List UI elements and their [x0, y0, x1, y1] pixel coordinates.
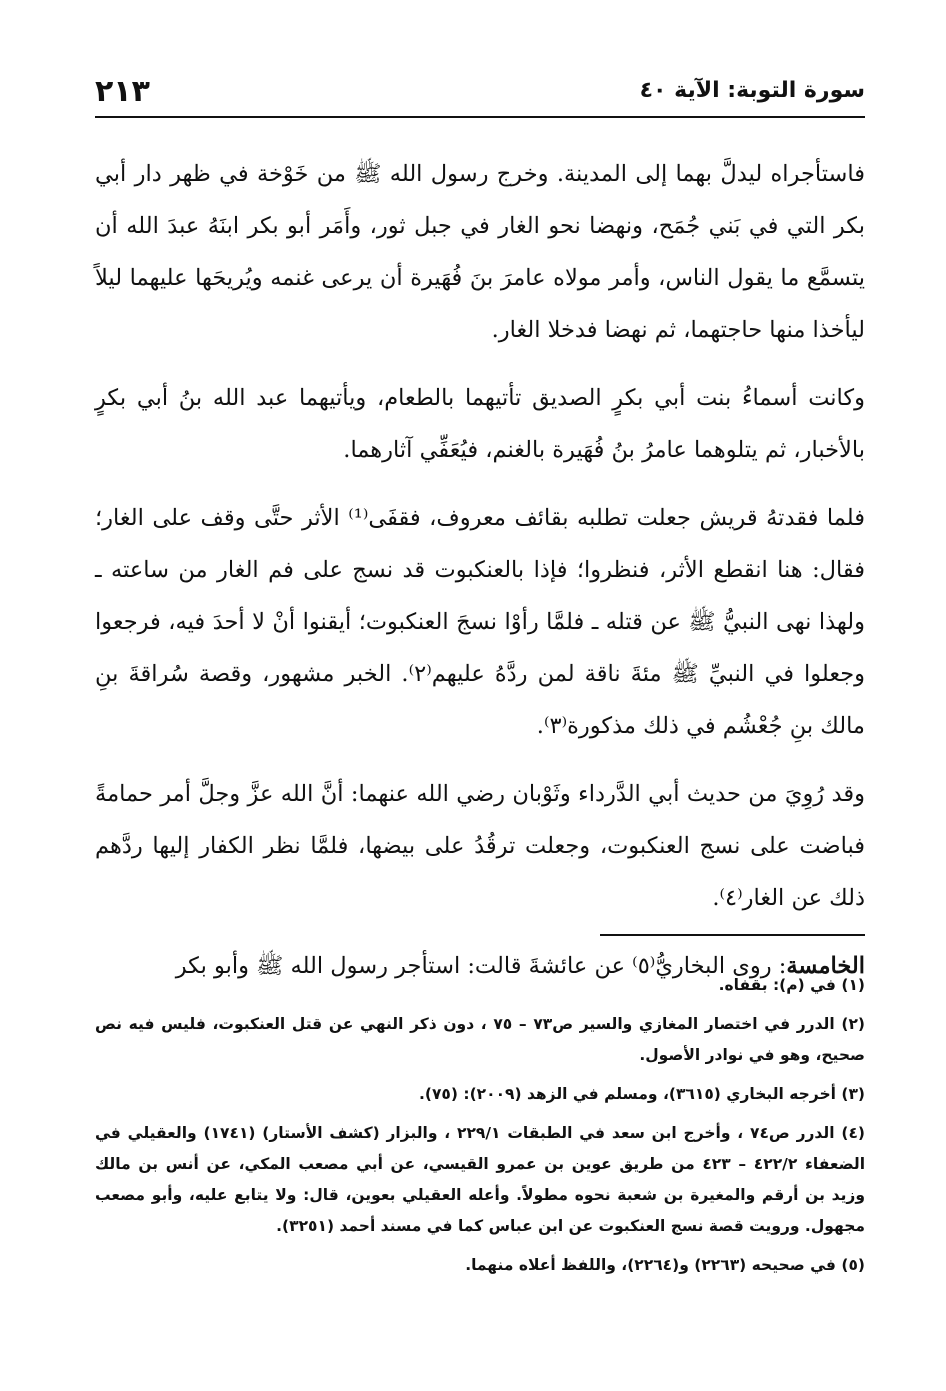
footnote-2: [95, 1009, 865, 1071]
footnote-divider: [600, 934, 865, 936]
footnote-number: (٢): [841, 1015, 865, 1033]
footnote-4: [95, 1118, 865, 1242]
main-text: [95, 148, 865, 1008]
surah-title: سورة التوبة: الآية ٤٠: [639, 78, 865, 103]
footnote-text: الدرر في اختصار المغازي والسير ص٧٣ – ٧٥ ، دون ذكر النهي عن قتل العنكبوت، فليس فيه نص صحيح، وهو في نوادر الأصول.: [95, 1015, 865, 1064]
footnote-number: (٥): [841, 1256, 865, 1274]
footnote-text: الدرر ص٧٤ ، وأخرج ابن سعد في الطبقات ٢٢٩/١ ، والبزار (كشف الأستار) (١٧٤١) والعقيلي في الضعفاء ٤٢٢/٢ – ٤٢٣ من طريق عوين بن عمرو القيسي، عن أبي مصعب المكي، عن أنس بن مالك وزيد بن أرقم والمغيرة بن شعبة نحوه مطولاً. وأعله العقيلي بعوين، قال: ولا يتابع عليه، وأبو مصعب مجهول. ورويت قصة نسج العنكبوت عن ابن عباس كما في مسند أحمد (٣٢٥١).: [95, 1124, 866, 1235]
footnote-5: [95, 1250, 865, 1281]
page-number: ٢١٣: [95, 74, 150, 109]
paragraph-2: وكانت أسماءُ بنت أبي بكرٍ الصديق تأتيهما بالطعام، ويأتيهما عبد الله بنُ أبي بكرٍ بالأخبار، ثم يتلوهما عامرُ بنُ فُهَيرة بالغنم، فيُعَفِّي آثارهما.: [95, 385, 865, 463]
paragraph-3: فلما فقدتهُ قريش جعلت تطلبه بقائف معروف، فقفَى⁽¹⁾ الأثر حتَّى وقف على الغار؛ فقال: هنا انقطع الأثر، فنظروا؛ فإذا بالعنكبوت قد نسج على فم الغار من ساعته ـ ولهذا نهى النبيُّ ﷺ عن قتله ـ فلمَّا رأوْا نسجَ العنكبوت؛ أيقنوا أنْ لا أحدَ فيه، فرجعوا وجعلوا في النبيِّ ﷺ مئةَ ناقة لمن ردَّهُ عليهم⁽٢⁾. الخبر مشهور، وقصة سُراقةَ بنِ مالك بنِ جُعْشُم في ذلك مذكورة⁽٣⁾.: [95, 505, 865, 739]
footnotes: [95, 970, 865, 1289]
paragraph-1: فاستأجراه ليدلَّ بهما إلى المدينة. وخرج رسول الله ﷺ من خَوْخة في ظهر دار أبي بكر التي في بَني جُمَح، ونهضا نحو الغار في جبل ثور، وأَمَر أبو بكر ابنَهُ عبدَ الله أن يتسمَّع ما يقول الناس، وأمر مولاه عامرَ بنَ فُهَيرة أن يرعى غنمه ويُريحَها عليهما ليلاً ليأخذا منها حاجتهما، ثم نهضا فدخلا الغار.: [95, 161, 865, 343]
page-header: [95, 72, 865, 112]
paragraph-5-text: : روى البخاريُّ⁽٥⁾ عن عائشةَ قالت: استأجر رسول الله ﷺ وأبو بكر: [175, 953, 787, 979]
footnote-text: في (م): بقفاه.: [718, 976, 836, 994]
footnote-number: (١): [841, 976, 865, 994]
footnote-number: (٣): [841, 1085, 865, 1103]
footnote-number: (٤): [841, 1124, 866, 1142]
section-label: الخامسة: [786, 953, 865, 979]
footnote-text: في صحيحه (٢٢٦٣) و(٢٢٦٤)، واللفظ أعلاه منهما.: [465, 1256, 836, 1274]
header-divider: [95, 116, 865, 118]
paragraph-4: وقد رُوِيَ من حديث أبي الدَّرداء وثَوْبان رضي الله عنهما: أنَّ الله عزَّ وجلَّ أمر حمامةً فباضت على نسج العنكبوت، وجعلت ترقُدُ على بيضها، فلمَّا نظر الكفار إليها ردَّهم ذلك عن الغار⁽٤⁾.: [95, 781, 865, 911]
footnote-text: أخرجه البخاري (٣٦١٥)، ومسلم في الزهد (٢٠٠٩): (٧٥).: [418, 1085, 836, 1103]
footnote-1: [95, 970, 865, 1001]
footnote-3: [95, 1079, 865, 1110]
